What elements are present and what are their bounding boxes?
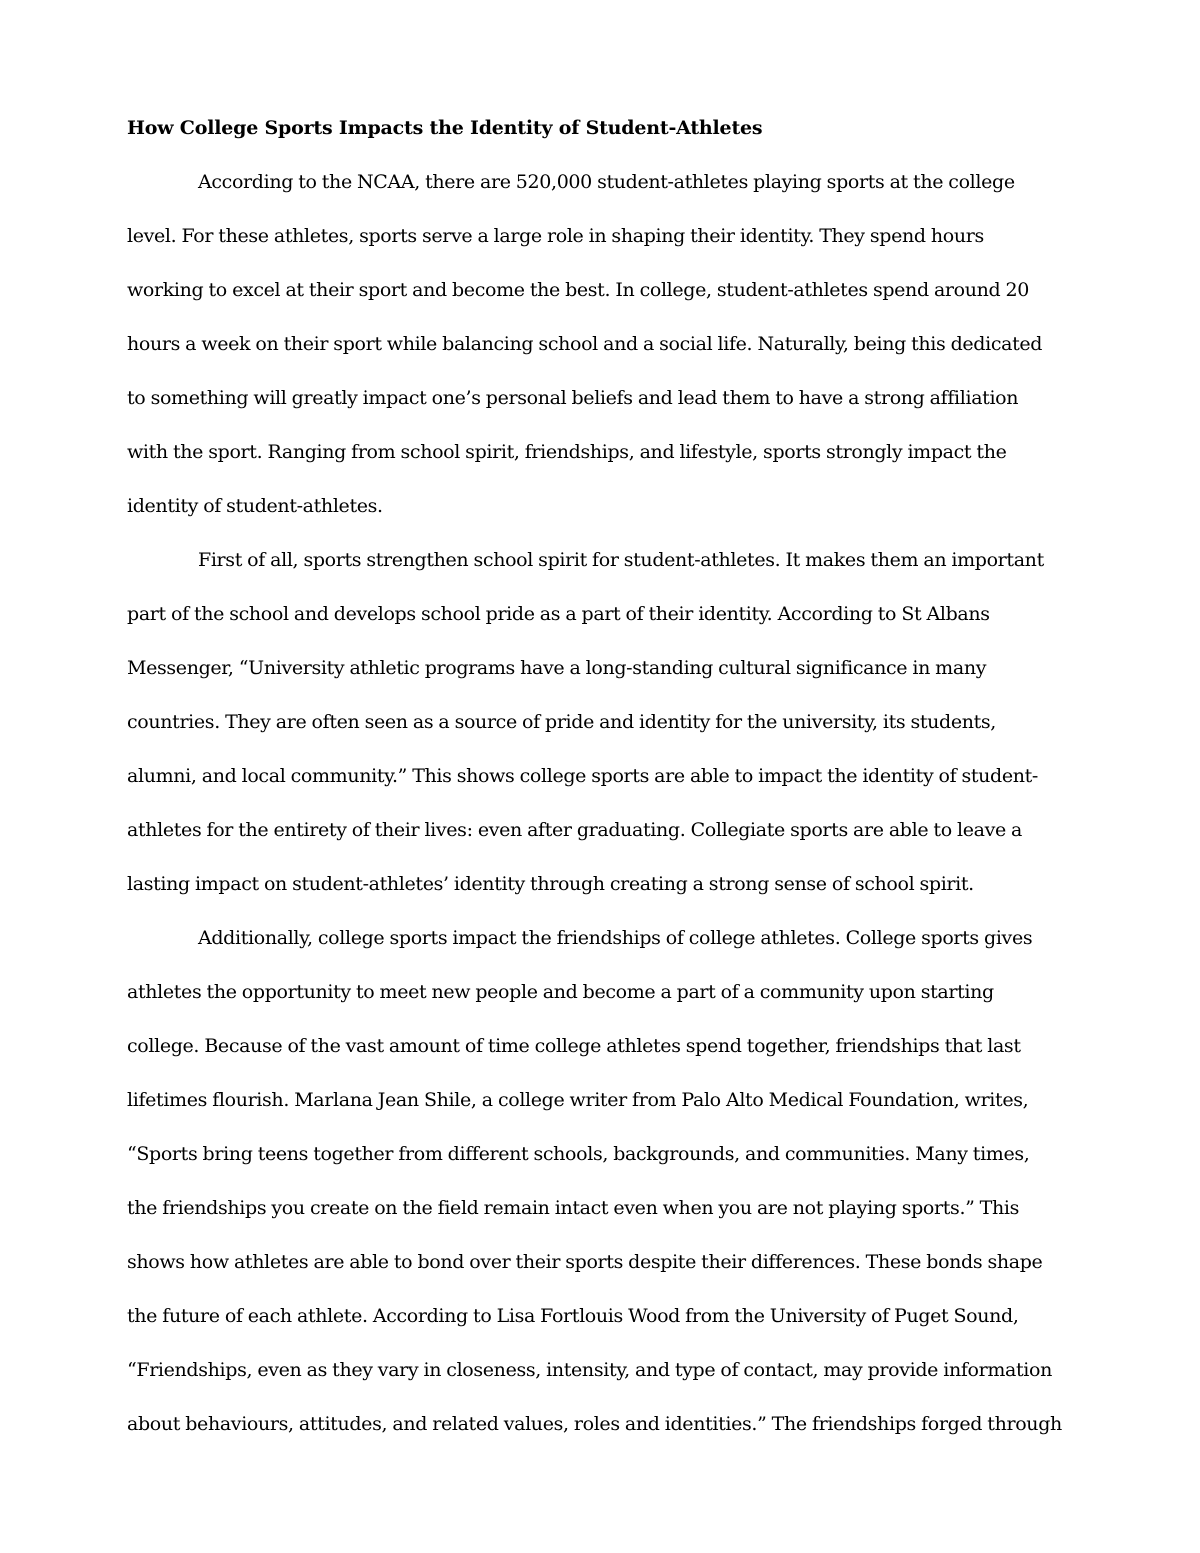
paragraph-line: about behaviours, attitudes, and related values, roles and identities.” The friendships forged through [127, 1413, 1062, 1435]
paragraph-line: “Friendships, even as they vary in closeness, intensity, and type of contact, may provide information [127, 1359, 1052, 1381]
paragraph-line: the friendships you create on the field remain intact even when you are not playing sports.” This [127, 1197, 1020, 1219]
paragraph-line: countries. They are often seen as a source of pride and identity for the university, its students, [127, 711, 996, 733]
paragraph-2 [127, 533, 1075, 911]
paragraph-line: alumni, and local community.” This shows college sports are able to impact the identity of student- [127, 765, 1038, 787]
paragraph-line: identity of student-athletes. [127, 495, 383, 517]
paragraph-3 [127, 911, 1075, 1451]
paragraph-line: level. For these athletes, sports serve a large role in shaping their identity. They spend hours [127, 225, 984, 247]
paragraph-line: lasting impact on student-athletes’ identity through creating a strong sense of school spirit. [127, 873, 974, 895]
paragraph-line: working to excel at their sport and become the best. In college, student-athletes spend around 20 [127, 279, 1030, 301]
paragraph-line: with the sport. Ranging from school spirit, friendships, and lifestyle, sports strongly impact the [127, 441, 1007, 463]
paragraph-line: hours a week on their sport while balancing school and a social life. Naturally, being this dedicated [127, 333, 1043, 355]
paragraph-line: Messenger, “University athletic programs have a long-standing cultural significance in many [127, 657, 987, 679]
paragraph-line: “Sports bring teens together from different schools, backgrounds, and communities. Many times, [127, 1143, 1030, 1165]
paragraph-line: college. Because of the vast amount of time college athletes spend together, friendships that last [127, 1035, 1021, 1057]
paragraph-line: the future of each athlete. According to Lisa Fortlouis Wood from the University of Puget Sound, [127, 1305, 1019, 1327]
paragraph-line: athletes for the entirety of their lives: even after graduating. Collegiate sports are able to leave a [127, 819, 1023, 841]
paragraph-line: athletes the opportunity to meet new people and become a part of a community upon starting [127, 981, 994, 1003]
paragraph-line: shows how athletes are able to bond over their sports despite their differences. These bonds shape [127, 1251, 1043, 1273]
paragraph-line: part of the school and develops school pride as a part of their identity. According to St Albans [127, 603, 990, 625]
paragraph-line: lifetimes flourish. Marlana Jean Shile, a college writer from Palo Alto Medical Foundation, writes, [127, 1089, 1029, 1111]
document-title: How College Sports Impacts the Identity of Student-Athletes [127, 117, 763, 139]
document-body [127, 101, 1075, 1451]
paragraph-line: First of all, sports strengthen school spirit for student-athletes. It makes them an important [198, 549, 1044, 571]
paragraph-line: to something will greatly impact one’s personal beliefs and lead them to have a strong affiliation [127, 387, 1019, 409]
paragraph-line: Additionally, college sports impact the friendships of college athletes. College sports gives [198, 927, 1033, 949]
paragraph-line: According to the NCAA, there are 520,000 student-athletes playing sports at the college [198, 171, 1015, 193]
paragraph-1 [127, 155, 1075, 533]
